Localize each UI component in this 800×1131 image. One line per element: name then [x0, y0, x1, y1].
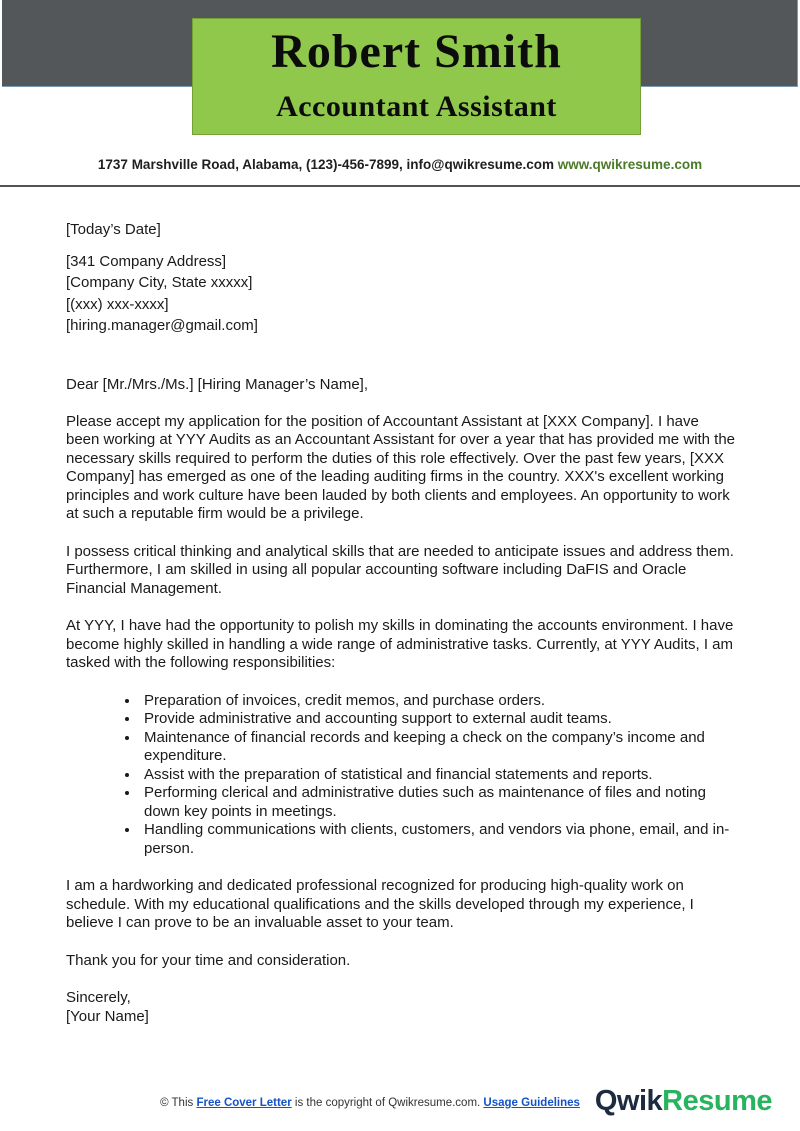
header-divider — [0, 185, 800, 187]
list-item: • Provide administrative and accounting support to external audit teams. — [140, 710, 736, 729]
salutation: Dear [Mr./Mrs./Ms.] [Hiring Manager’s Name], — [66, 376, 369, 394]
date-line: [Today’s Date] — [66, 221, 161, 238]
signature-name: [Your Name] — [66, 1007, 149, 1025]
list-item: • Preparation of invoices, credit memos, and purchase orders. — [140, 692, 736, 711]
copyright-middle: is the copyright of Qwikresume.com. — [291, 1097, 484, 1109]
thanks-line: Thank you for your time and consideration. — [66, 951, 351, 969]
list-item: • Assist with the preparation of statistical and financial statements and reports. — [140, 766, 736, 785]
responsibilities-list — [66, 692, 736, 859]
address-line: [341 Company Address] — [66, 253, 227, 270]
website-url[interactable]: www.qwikresume.com — [557, 157, 703, 172]
paragraph-skills: I possess critical thinking and analytical skills that are needed to anticipate issues and address them. Furthermore, I am skilled in using all popular accounting software including DaFIS and Oracle Financial Management. — [66, 542, 734, 597]
contact-line — [0, 157, 800, 172]
paragraph-intro: Please accept my application for the position of Accountant Assistant at [XXX Company]. I have been working at YYY Audits as an Accountant Assistant for over a year that has provided me with the necessary skills required to perform the duties of this role effectively. Over the past few years, [XXX Company] has emerged as one of the leading auditing firms in the country. XXX's excellent working principles and work culture have been lauded by both clients and employees. An opportunity to work at such a reputable firm would be a privilege. — [66, 412, 736, 523]
logo-text-resume: Resume — [662, 1085, 772, 1117]
list-item: • Handling communications with clients, customers, and vendors via phone, email, and in-person. — [140, 821, 736, 858]
paragraph-experience: At YYY, I have had the opportunity to polish my skills in dominating the accounts environment. I have become highly skilled in handling a wide range of administrative tasks. Currently, at YYY Audits, I am tasked with the following responsibilities: — [66, 617, 734, 672]
free-cover-letter-link[interactable]: Free Cover Letter — [196, 1097, 292, 1109]
name-plate — [192, 18, 641, 135]
signoff-block — [66, 989, 736, 1026]
job-title: Accountant Assistant — [276, 90, 557, 123]
address-line: [Company City, State xxxxx] — [66, 274, 253, 292]
logo-text-qwik: Qwik — [594, 1085, 663, 1117]
qwikresume-logo[interactable] — [595, 1085, 772, 1118]
letter-body — [66, 219, 736, 1026]
list-item: • Performing clerical and administrative duties such as maintenance of files and noting down key points in meetings. — [140, 784, 736, 821]
address-line: [hiring.manager@gmail.com] — [66, 316, 258, 334]
copyright-prefix: © This — [160, 1097, 197, 1109]
address-line: [(xxx) xxx-xxxx] — [66, 295, 169, 313]
paragraph-closing: I am a hardworking and dedicated professional recognized for producing high-quality work on schedule. With my educational qualifications and the skills developed through my experience, I believe I can prove to be an invaluable asset to your team. — [66, 877, 694, 932]
list-item: • Maintenance of financial records and keeping a check on the company’s income and expenditure. — [140, 729, 736, 766]
signoff: Sincerely, — [66, 989, 131, 1007]
recipient-address — [66, 251, 736, 336]
usage-guidelines-link[interactable]: Usage Guidelines — [483, 1097, 580, 1109]
person-name: Robert Smith — [271, 25, 562, 78]
contact-text: 1737 Marshville Road, Alabama, (123)-456-7899, info@qwikresume.com — [97, 157, 555, 172]
